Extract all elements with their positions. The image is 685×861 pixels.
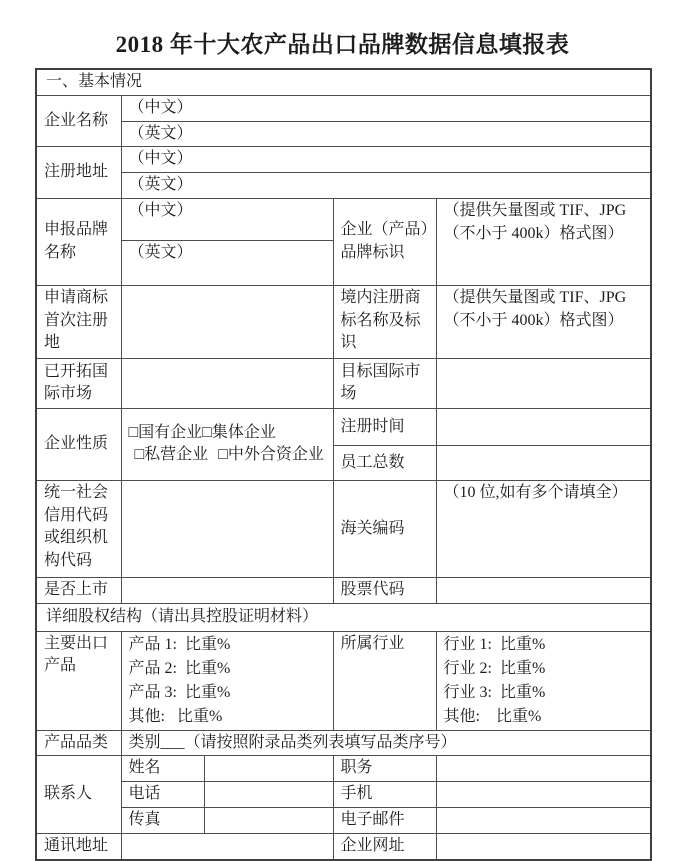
customs-code-label: 海关编码 (333, 480, 436, 577)
reg-time-label: 注册时间 (333, 408, 436, 445)
zh-tag: （中文） (128, 201, 193, 219)
contact-fax-label: 传真 (121, 808, 204, 834)
reg-address-en-field[interactable] (121, 173, 651, 199)
contact-email-field[interactable] (436, 808, 651, 834)
main-export-products-cell[interactable] (121, 631, 333, 730)
contact-phone-field[interactable] (204, 782, 333, 808)
website-label: 企业网址 (333, 833, 436, 860)
target-intl-markets-label: 目标国际市场 (333, 358, 436, 408)
industry-share-line-2: 行业 2: 比重% (443, 659, 546, 677)
company-name-zh-field[interactable] (121, 95, 651, 121)
product-share-line-1: 产品 1: 比重% (128, 635, 231, 653)
employees-total-field[interactable] (436, 445, 651, 480)
stock-code-field[interactable] (436, 577, 651, 603)
stock-code-label: 股票代码 (333, 577, 436, 603)
employees-total-label: 员工总数 (333, 445, 436, 480)
checkbox-private-enterprise[interactable]: □私营企业 (134, 446, 209, 464)
section-header-basic-info: 一、基本情况 (36, 69, 651, 95)
checkbox-state-owned-enterprise[interactable]: □国有企业 (128, 423, 203, 441)
equity-structure-header: 详细股权结构（请出具控股证明材料） (36, 603, 651, 631)
website-field[interactable] (436, 833, 651, 860)
credit-code-field[interactable] (121, 480, 333, 577)
industry-share-line-3: 行业 3: 比重% (443, 683, 546, 701)
page-title: 2018 年十大农产品出口品牌数据信息填报表 (115, 32, 570, 57)
industry-label: 所属行业 (333, 631, 436, 730)
contact-fax-field[interactable] (204, 808, 333, 834)
company-type-label: 企业性质 (36, 408, 121, 480)
product-category-instruction: 类别___（请按照附录品类列表填写品类序号） (128, 733, 457, 751)
listed-field[interactable] (121, 577, 333, 603)
product-share-line-2: 产品 2: 比重% (128, 659, 231, 677)
contact-label: 联系人 (36, 756, 121, 833)
en-tag: （英文） (128, 124, 193, 142)
trademark-first-reg-label: 申请商标首次注册地 (36, 285, 121, 358)
contact-mobile-field[interactable] (436, 782, 651, 808)
customs-code-note: （10 位,如有多个请填全） (443, 483, 628, 501)
zh-tag: （中文） (128, 150, 193, 168)
en-tag: （英文） (128, 176, 193, 194)
brand-name-label: 申报品牌名称 (36, 198, 121, 285)
industry-share-line-other: 其他: 比重% (443, 707, 542, 725)
brand-logo-label: 企业（产品）品牌标识 (333, 198, 436, 285)
contact-mobile-label: 手机 (333, 782, 436, 808)
mail-address-field[interactable] (121, 833, 333, 860)
domestic-trademark-label: 境内注册商标名称及标识 (333, 285, 436, 358)
contact-name-field[interactable] (204, 756, 333, 782)
contact-name-label: 姓名 (121, 756, 204, 782)
contact-title-label: 职务 (333, 756, 436, 782)
trademark-first-reg-field[interactable] (121, 285, 333, 358)
contact-title-field[interactable] (436, 756, 651, 782)
reg-address-zh-field[interactable] (121, 147, 651, 173)
product-share-line-other: 其他: 比重% (128, 707, 223, 725)
main-export-products-label: 主要出口产品 (36, 631, 121, 730)
intl-markets-opened-label: 已开拓国际市场 (36, 358, 121, 408)
product-category-label: 产品品类 (36, 730, 121, 756)
form-table (35, 68, 652, 861)
checkbox-collective-enterprise[interactable]: □集体企业 (202, 423, 276, 441)
product-share-line-3: 产品 3: 比重% (128, 683, 231, 701)
industry-share-cell[interactable] (436, 631, 651, 730)
brand-logo-note: （提供矢量图或 TIF、JPG（不小于 400k）格式图） (436, 198, 651, 285)
company-name-label: 企业名称 (36, 95, 121, 147)
intl-markets-opened-field[interactable] (121, 358, 333, 408)
product-category-field[interactable] (121, 730, 651, 756)
domestic-trademark-note: （提供矢量图或 TIF、JPG（不小于 400k）格式图） (436, 285, 651, 358)
contact-phone-label: 电话 (121, 782, 204, 808)
zh-tag: （中文） (128, 98, 193, 116)
mail-address-label: 通讯地址 (36, 833, 121, 860)
credit-code-label: 统一社会信用代码或组织机构代码 (36, 480, 121, 577)
reg-time-field[interactable] (436, 408, 651, 445)
contact-email-label: 电子邮件 (333, 808, 436, 834)
brand-name-zh-field[interactable] (121, 198, 333, 240)
reg-address-label: 注册地址 (36, 147, 121, 198)
company-name-en-field[interactable] (121, 121, 651, 147)
checkbox-joint-venture-enterprise[interactable]: □中外合资企业 (218, 446, 324, 464)
listed-label: 是否上市 (36, 577, 121, 603)
company-type-options-cell (121, 408, 333, 480)
customs-code-field[interactable] (436, 480, 651, 577)
en-tag: （英文） (128, 243, 193, 261)
brand-name-en-field[interactable] (121, 240, 333, 285)
industry-share-line-1: 行业 1: 比重% (443, 635, 546, 653)
target-intl-markets-field[interactable] (436, 358, 651, 408)
